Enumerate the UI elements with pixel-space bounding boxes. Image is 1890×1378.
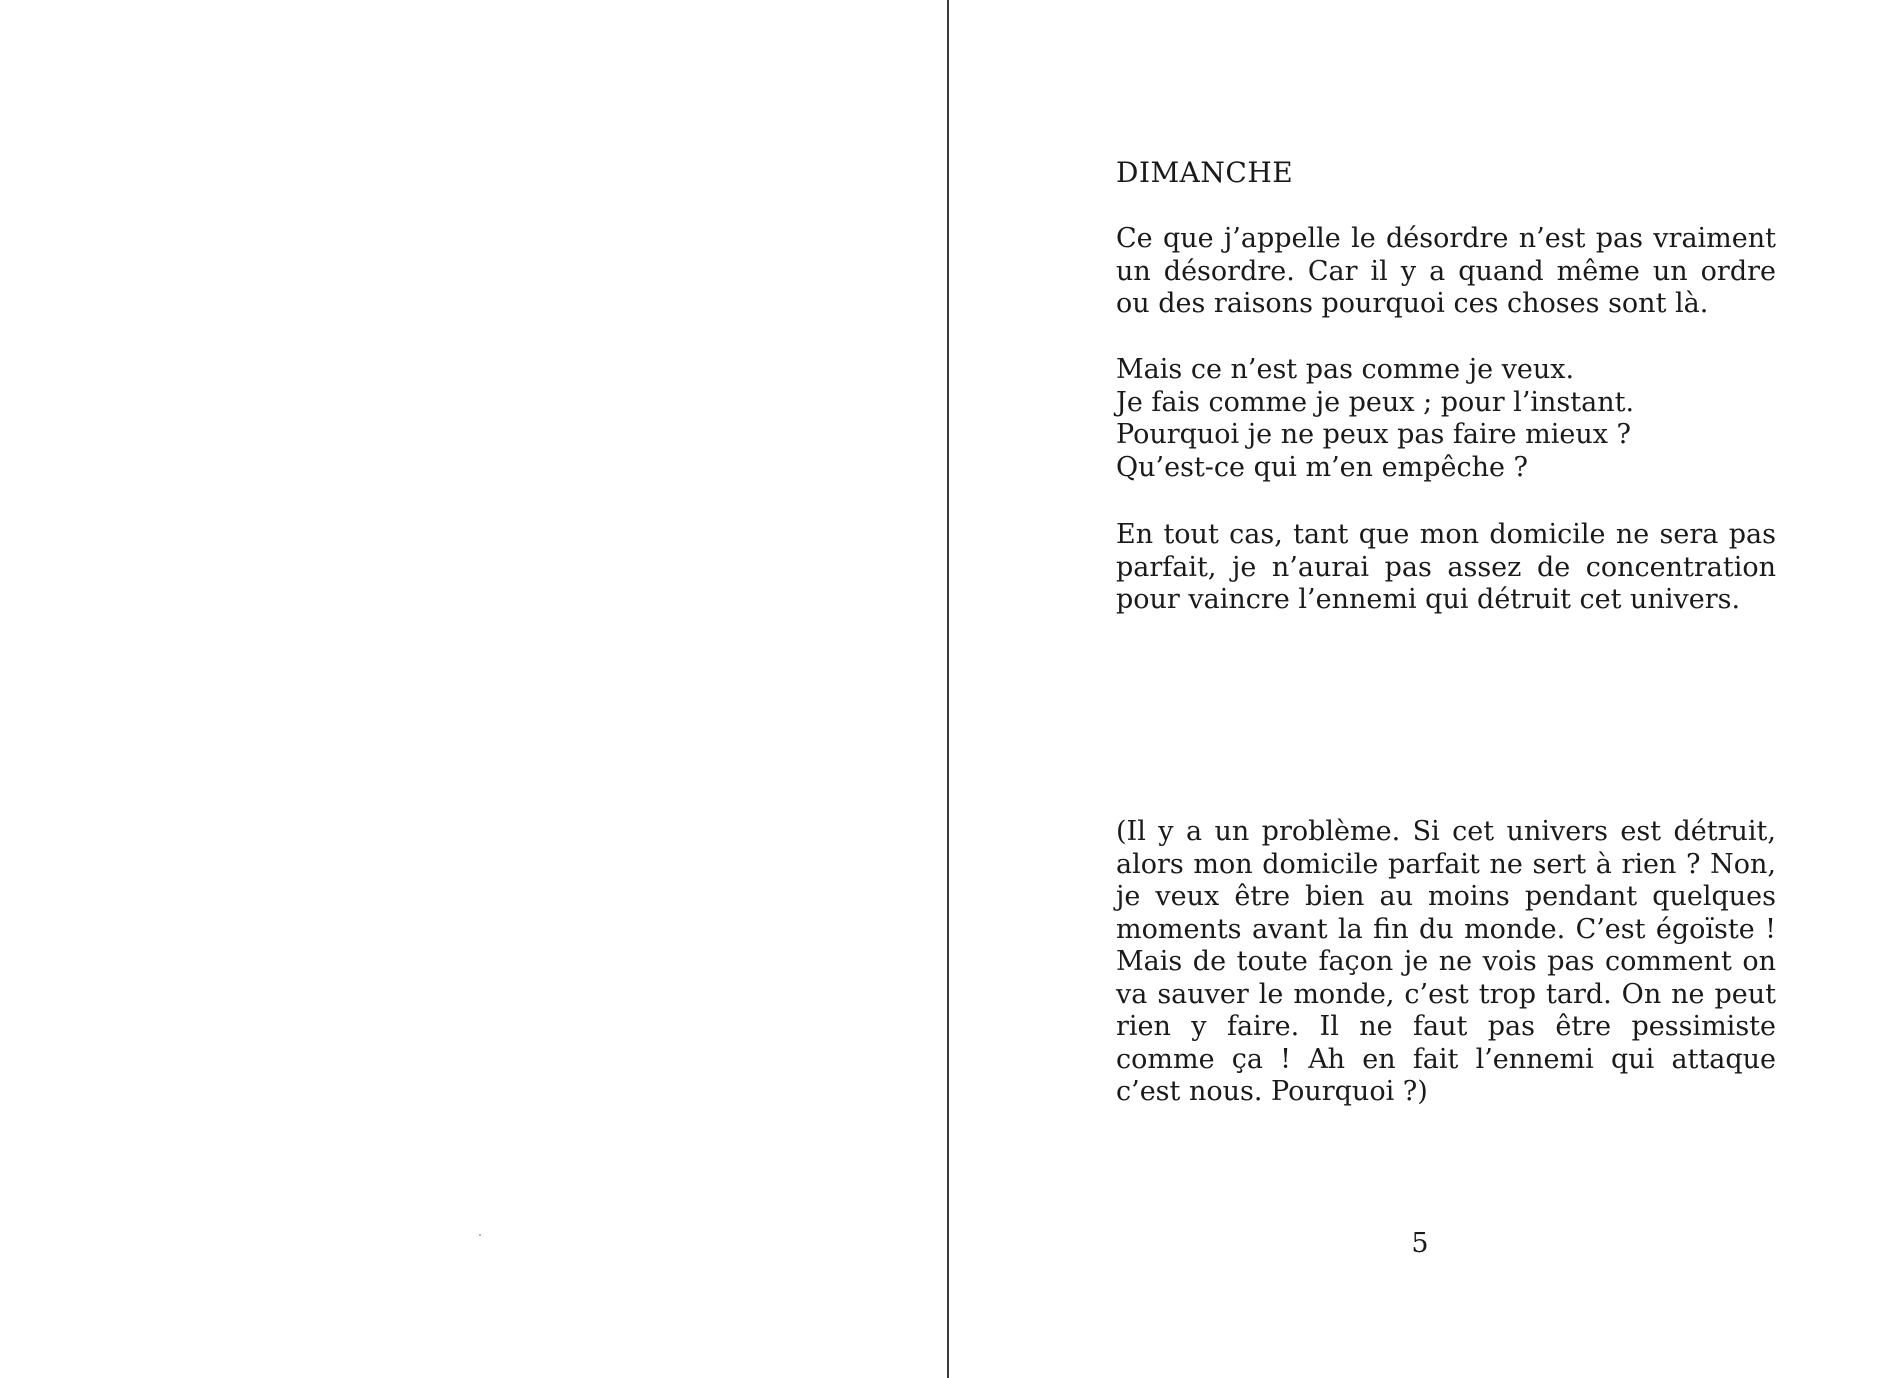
right-page <box>949 0 1890 1378</box>
paragraph-domicile: En tout cas, tant que mon domicile ne sera pas parfait, je n’aurai pas assez de concentration pour vaincre l’ennemi qui détruit cet univers. <box>1116 519 1776 615</box>
verse-line: Pourquoi je ne peux pas faire mieux ? <box>1116 419 1632 450</box>
verse-line: Qu’est-ce qui m’en empêche ? <box>1116 451 1529 483</box>
paragraph-disorder: Ce que j’appelle le désordre n’est pas vraiment un désordre. Car il y a quand même un ordre ou des raisons pourquoi ces choses sont là. <box>1116 223 1776 319</box>
section-heading: DIMANCHE <box>1116 156 1294 189</box>
page-number: 5 <box>1411 1228 1429 1259</box>
paper-speck <box>479 1234 481 1236</box>
paragraph-problem: (Il y a un problème. Si cet univers est détruit, alors mon domicile parfait ne sert à rien ? Non, je veux être bien au moins pendant quelques moments avant la fin du monde. C’est égoïste ! Mais de toute façon je ne vois pas comment on va sauver le monde, c’est trop tard. On ne peut rien y faire. Il ne faut pas être pessimiste comme ça ! Ah en fait l’ennemi qui attaque c’est nous. Pourquoi ?) <box>1116 816 1776 1107</box>
verse-block <box>1116 354 1776 484</box>
verse-line: Mais ce n’est pas comme je veux. <box>1116 354 1575 385</box>
verse-line: Je fais comme je peux ; pour l’instant. <box>1116 386 1635 418</box>
